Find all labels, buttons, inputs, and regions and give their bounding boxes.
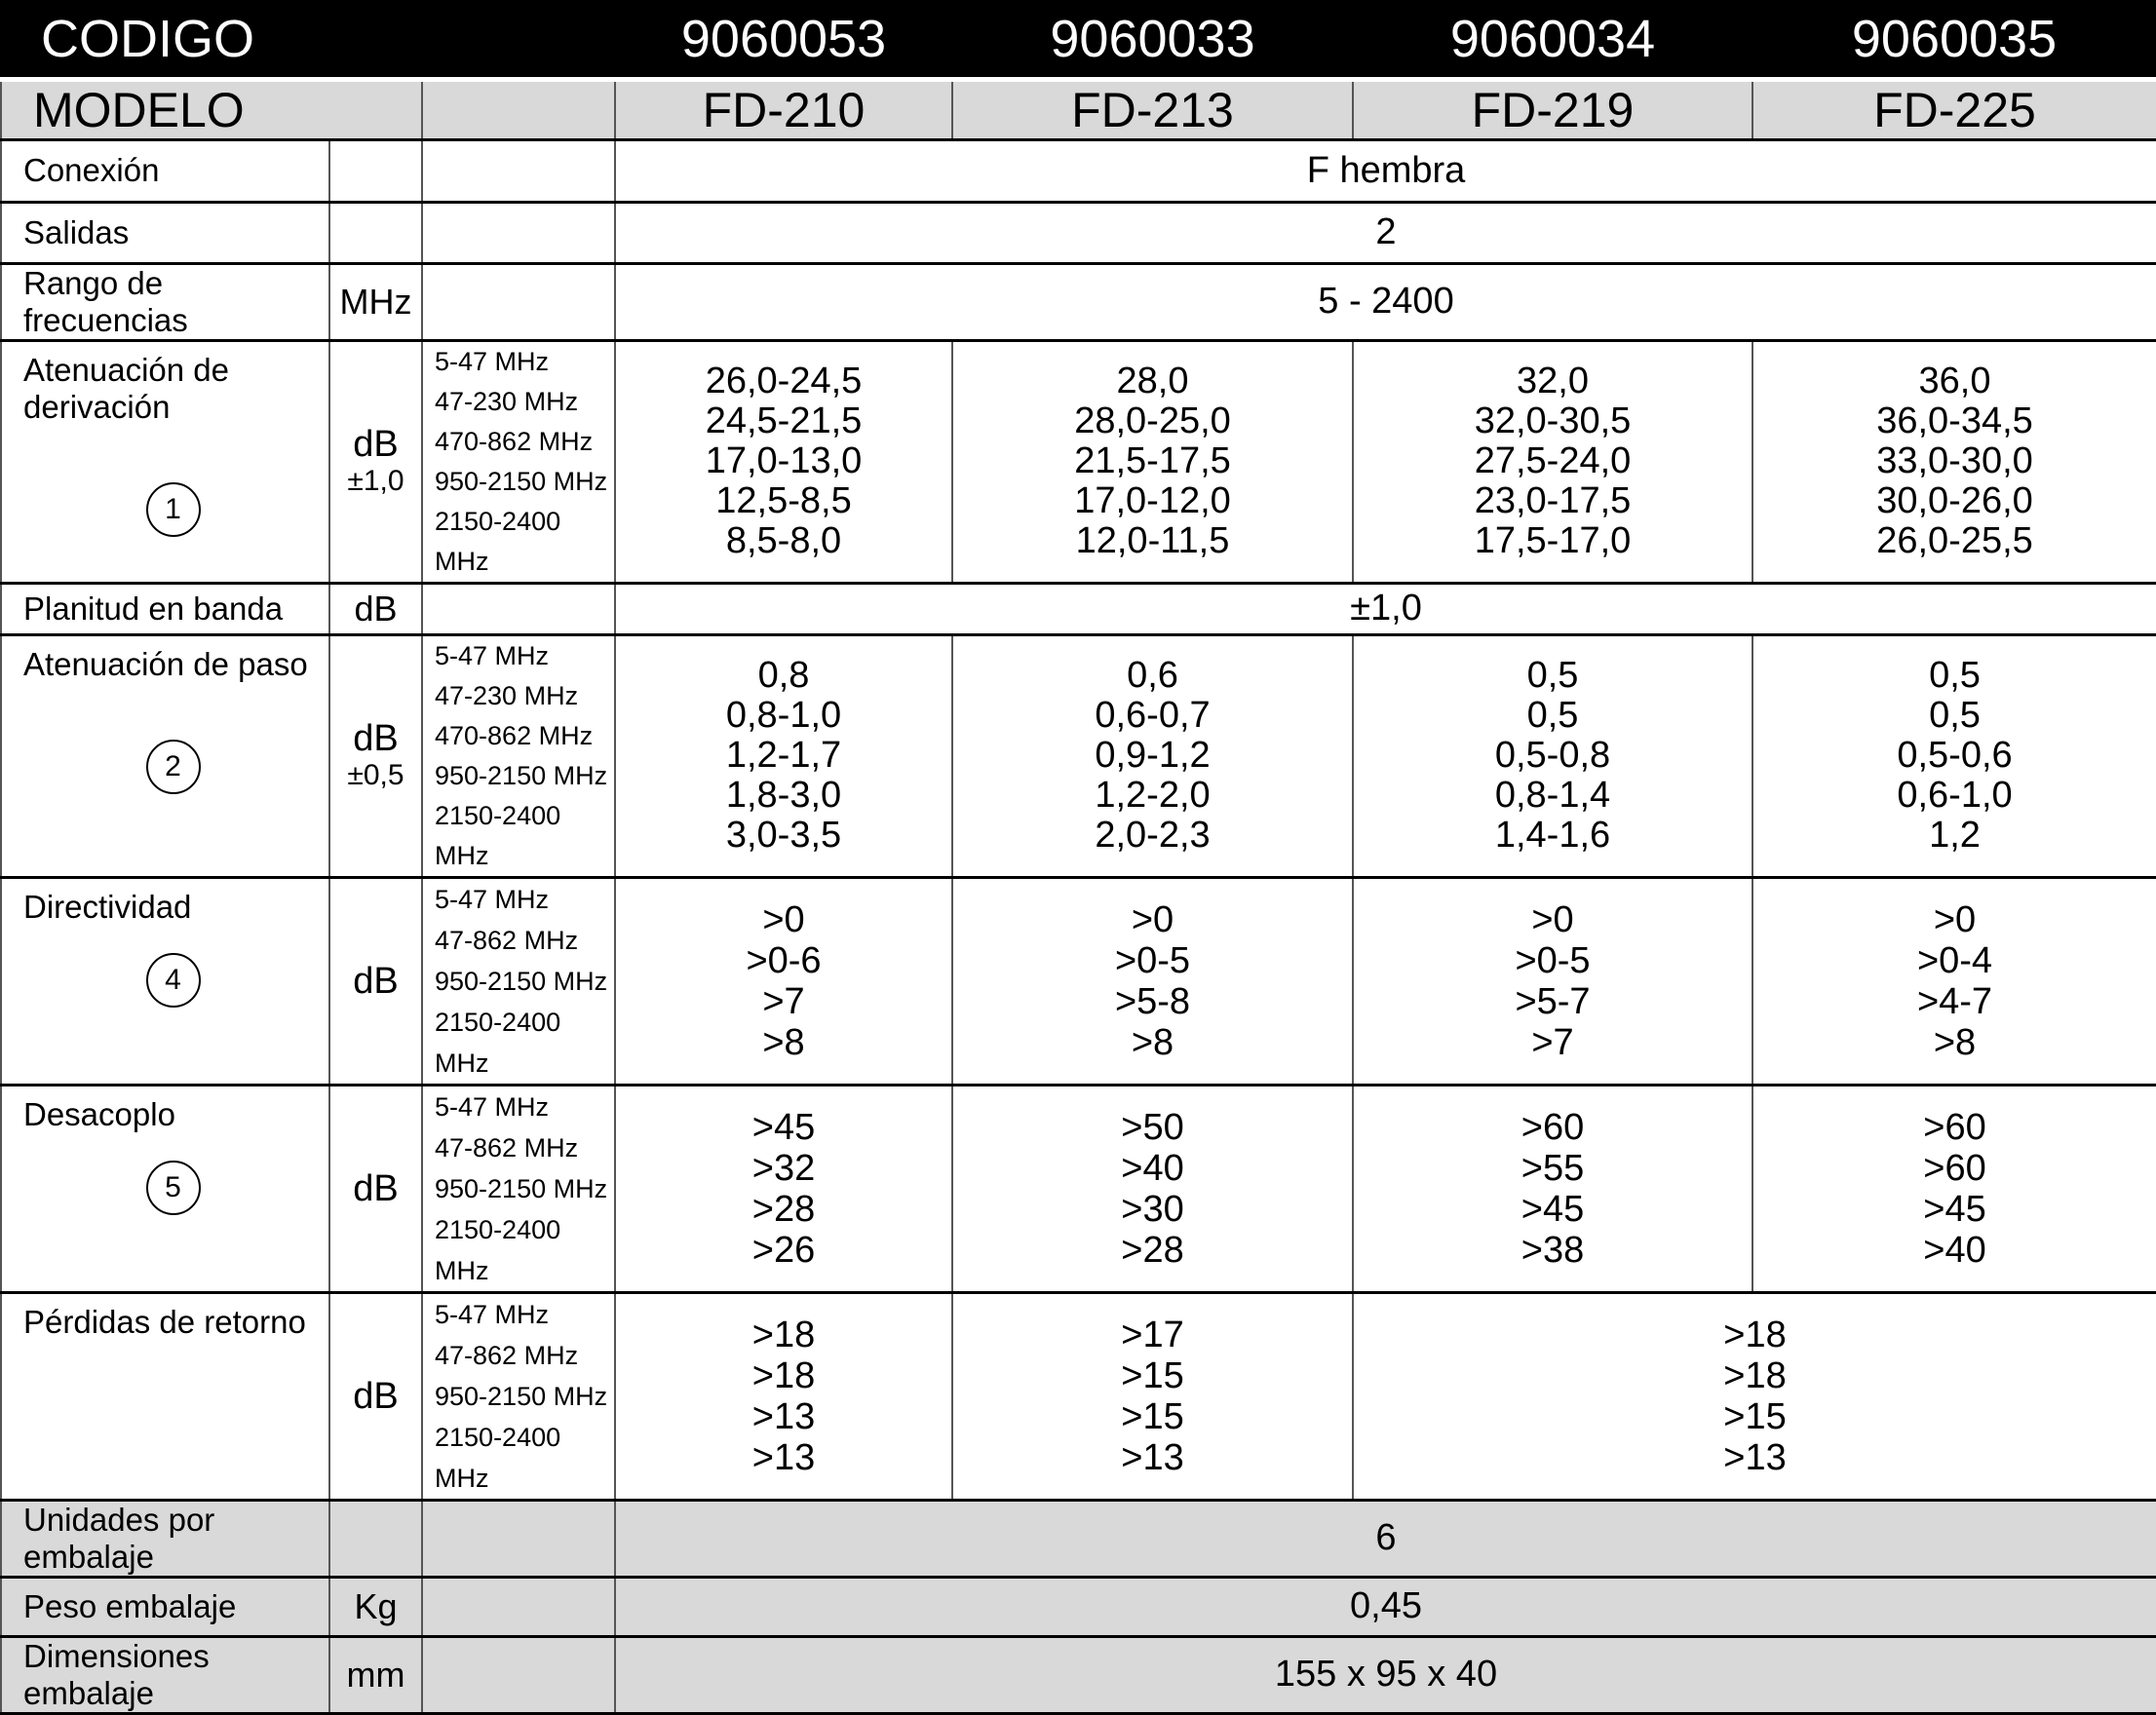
value: 32,0: [1517, 361, 1589, 401]
conexion-empty-cell: [422, 139, 615, 202]
value: >7: [1531, 1021, 1574, 1063]
paso-unit: dB: [353, 717, 399, 759]
model-fd219: FD-219: [1353, 79, 1752, 139]
code-fd213: 9060033: [952, 1, 1353, 79]
value: 0,6-0,7: [1095, 695, 1211, 736]
value: >45: [1521, 1188, 1585, 1230]
desacoplo-label: Desacoplo: [23, 1095, 175, 1132]
value: >0-6: [746, 939, 822, 981]
value: 24,5-21,5: [705, 400, 863, 441]
derivacion-bands: [422, 340, 615, 583]
value: >45: [751, 1106, 816, 1148]
value: 1,2-1,7: [725, 735, 842, 776]
value: 0,8-1,4: [1494, 775, 1611, 816]
value: 1,4-1,6: [1494, 815, 1611, 856]
row-unidades: [1, 1500, 2156, 1577]
band-label: 2150-2400 MHz: [435, 1007, 561, 1078]
directividad-note-wrap: [23, 953, 323, 1008]
peso-label: Peso embalaje: [1, 1577, 329, 1636]
value: >0: [1933, 898, 1977, 940]
band-label: 5-47 MHz: [435, 884, 550, 914]
derivacion-unit: dB: [353, 423, 399, 465]
value: >5-7: [1515, 980, 1591, 1022]
band-label: 470-862 MHz: [435, 426, 594, 456]
value: >26: [751, 1229, 816, 1271]
row-perdidas-retorno: [1, 1292, 2156, 1500]
paso-label-cell: [1, 634, 329, 877]
directividad-label-cell: [1, 877, 329, 1085]
value: 12,5-8,5: [715, 480, 852, 521]
peso-unit: Kg: [329, 1577, 422, 1636]
band-label: 47-862 MHz: [435, 1340, 579, 1370]
value: 23,0-17,5: [1474, 480, 1632, 521]
value: 0,5-0,6: [1897, 735, 2013, 776]
value: >40: [1121, 1147, 1184, 1189]
value: >0-5: [1515, 939, 1591, 981]
value: 36,0: [1918, 361, 1991, 401]
value: 12,0-11,5: [1075, 520, 1230, 561]
salidas-value: 2: [615, 202, 2156, 263]
paso-unit-cell: [329, 634, 422, 877]
value: >0-4: [1916, 939, 1993, 981]
rango-empty-cell: [422, 263, 615, 340]
derivacion-label-cell: [1, 340, 329, 583]
band-label: 47-230 MHz: [435, 386, 579, 416]
retorno-label-cell: [1, 1292, 329, 1500]
value: 28,0-25,0: [1074, 400, 1231, 441]
code-fd219: 9060034: [1353, 1, 1752, 79]
model-fd213: FD-213: [952, 79, 1353, 139]
band-label: 5-47 MHz: [435, 346, 550, 376]
value: 0,6-1,0: [1897, 775, 2013, 816]
value: >28: [1121, 1229, 1184, 1271]
value: >18: [1723, 1314, 1787, 1355]
peso-empty-cell: [422, 1577, 615, 1636]
value: >7: [762, 980, 805, 1022]
desacoplo-label-cell: [1, 1085, 329, 1292]
row-rango: [1, 263, 2156, 340]
dimensiones-empty-cell: [422, 1636, 615, 1713]
value: >13: [751, 1395, 816, 1437]
band-label: 5-47 MHz: [435, 1091, 550, 1122]
value: >0-5: [1114, 939, 1191, 981]
derivacion-note-wrap: [23, 482, 323, 537]
desacoplo-values-fd219: [1353, 1085, 1752, 1292]
band-label: 2150-2400 MHz: [435, 506, 561, 576]
code-fd210: 9060053: [615, 1, 952, 79]
derivacion-values-fd219: [1353, 340, 1752, 583]
value: >8: [762, 1021, 805, 1063]
retorno-unit: dB: [353, 1375, 399, 1417]
conexion-unit: [329, 139, 422, 202]
value: >18: [751, 1354, 816, 1396]
value: >18: [1723, 1354, 1787, 1396]
retorno-values-fd210: [615, 1292, 952, 1500]
value: >38: [1521, 1229, 1585, 1271]
model-fd210: FD-210: [615, 79, 952, 139]
peso-value: 0,45: [615, 1577, 2156, 1636]
desacoplo-values-fd210: [615, 1085, 952, 1292]
directividad-values-fd210: [615, 877, 952, 1085]
desacoplo-note-circle: 5: [146, 1161, 201, 1215]
band-label: 5-47 MHz: [435, 640, 550, 670]
derivacion-values-fd210: [615, 340, 952, 583]
value: >8: [1131, 1021, 1174, 1063]
unidades-empty-cell: [422, 1500, 615, 1577]
value: >0: [1531, 898, 1574, 940]
desacoplo-unit: dB: [353, 1167, 399, 1209]
paso-note-wrap: [23, 740, 323, 794]
paso-values-fd219: [1353, 634, 1752, 877]
value: 0,5: [1929, 655, 1981, 696]
desacoplo-values-fd225: [1752, 1085, 2156, 1292]
band-label: 47-230 MHz: [435, 680, 579, 710]
band-label: 950-2150 MHz: [435, 966, 608, 996]
directividad-unit-cell: [329, 877, 422, 1085]
value: >28: [751, 1188, 816, 1230]
value: >60: [1521, 1106, 1585, 1148]
value: 2,0-2,3: [1095, 815, 1211, 856]
value: 0,5-0,8: [1494, 735, 1611, 776]
value: >60: [1923, 1106, 1986, 1148]
value: >30: [1121, 1188, 1184, 1230]
band-label: 950-2150 MHz: [435, 1173, 608, 1203]
value: 33,0-30,0: [1876, 440, 2033, 481]
rango-label: Rango de frecuencias: [1, 263, 329, 340]
value: >8: [1933, 1021, 1977, 1063]
band-label: 950-2150 MHz: [435, 466, 608, 496]
derivacion-label: Atenuación de derivación: [23, 351, 230, 425]
retorno-bands: [422, 1292, 615, 1500]
desacoplo-note-wrap: [23, 1161, 323, 1215]
band-label: 2150-2400 MHz: [435, 1422, 561, 1493]
retorno-values-fd213: [952, 1292, 1353, 1500]
value: >32: [751, 1147, 816, 1189]
planitud-unit: dB: [329, 583, 422, 634]
rango-unit: MHz: [329, 263, 422, 340]
band-label: 47-862 MHz: [435, 1132, 579, 1162]
codigo-header-row: [1, 1, 2156, 79]
band-label: 950-2150 MHz: [435, 1381, 608, 1411]
modelo-label: MODELO: [1, 79, 422, 139]
value: >13: [1121, 1436, 1184, 1478]
paso-label: Atenuación de paso: [23, 645, 308, 682]
directividad-label: Directividad: [23, 888, 192, 925]
paso-values-fd225: [1752, 634, 2156, 877]
dimensiones-label: Dimensiones embalaje: [1, 1636, 329, 1713]
value: 30,0-26,0: [1876, 480, 2033, 521]
value: 1,2-2,0: [1095, 775, 1211, 816]
model-fd225: FD-225: [1752, 79, 2156, 139]
row-conexion: [1, 139, 2156, 202]
row-peso: [1, 1577, 2156, 1636]
unidades-label: Unidades por embalaje: [1, 1500, 329, 1577]
paso-note-circle: 2: [146, 740, 201, 794]
value: >60: [1923, 1147, 1986, 1189]
planitud-empty-cell: [422, 583, 615, 634]
value: 36,0-34,5: [1876, 400, 2033, 441]
value: 17,0-12,0: [1074, 480, 1231, 521]
dimensiones-unit: mm: [329, 1636, 422, 1713]
value: 0,8: [757, 655, 810, 696]
value: >40: [1923, 1229, 1986, 1271]
value: 0,5: [1929, 695, 1981, 736]
retorno-label: Pérdidas de retorno: [23, 1303, 306, 1340]
directividad-unit: dB: [353, 960, 399, 1002]
band-label: 47-862 MHz: [435, 925, 579, 955]
unidades-unit: [329, 1500, 422, 1577]
code-fd225: 9060035: [1752, 1, 2156, 79]
modelo-empty-cell: [422, 79, 615, 139]
salidas-label: Salidas: [1, 202, 329, 263]
value: 21,5-17,5: [1074, 440, 1231, 481]
derivacion-tolerance: ±1,0: [347, 464, 404, 497]
desacoplo-unit-cell: [329, 1085, 422, 1292]
derivacion-values-fd225: [1752, 340, 2156, 583]
value: 26,0-25,5: [1876, 520, 2033, 561]
paso-values-fd213: [952, 634, 1353, 877]
value: 28,0: [1116, 361, 1189, 401]
value: 8,5-8,0: [725, 520, 842, 561]
row-dimensiones: [1, 1636, 2156, 1713]
unidades-value: 6: [615, 1500, 2156, 1577]
derivacion-values-fd213: [952, 340, 1353, 583]
value: 27,5-24,0: [1474, 440, 1632, 481]
row-planitud: [1, 583, 2156, 634]
derivacion-note-circle: 1: [146, 482, 201, 537]
dimensiones-value: 155 x 95 x 40: [615, 1636, 2156, 1713]
value: 0,8-1,0: [725, 695, 842, 736]
directividad-note-circle: 4: [146, 953, 201, 1008]
band-label: 470-862 MHz: [435, 720, 594, 750]
value: >18: [751, 1314, 816, 1355]
value: 3,0-3,5: [725, 815, 842, 856]
value: >13: [1723, 1436, 1787, 1478]
value: >0: [1131, 898, 1174, 940]
value: >15: [1121, 1354, 1184, 1396]
retorno-unit-cell: [329, 1292, 422, 1500]
band-label: 2150-2400 MHz: [435, 1214, 561, 1285]
value: 17,5-17,0: [1474, 520, 1632, 561]
band-label: 5-47 MHz: [435, 1299, 550, 1329]
value: 17,0-13,0: [705, 440, 863, 481]
value: 0,5: [1526, 655, 1579, 696]
value: 0,5: [1526, 695, 1579, 736]
desacoplo-values-fd213: [952, 1085, 1353, 1292]
modelo-header-row: [1, 79, 2156, 139]
row-salidas: [1, 202, 2156, 263]
directividad-values-fd219: [1353, 877, 1752, 1085]
planitud-value: ±1,0: [615, 583, 2156, 634]
value: 0,9-1,2: [1095, 735, 1211, 776]
value: 26,0-24,5: [705, 361, 863, 401]
planitud-label: Planitud en banda: [1, 583, 329, 634]
paso-values-fd210: [615, 634, 952, 877]
value: 1,2: [1929, 815, 1981, 856]
value: 32,0-30,5: [1474, 400, 1632, 441]
value: >0: [762, 898, 805, 940]
paso-bands: [422, 634, 615, 877]
directividad-values-fd225: [1752, 877, 2156, 1085]
retorno-values-fd219-fd225: [1353, 1292, 2156, 1500]
salidas-empty-cell: [422, 202, 615, 263]
rango-value: 5 - 2400: [615, 263, 2156, 340]
salidas-unit: [329, 202, 422, 263]
desacoplo-bands: [422, 1085, 615, 1292]
conexion-value: F hembra: [615, 139, 2156, 202]
band-label: 2150-2400 MHz: [435, 800, 561, 870]
conexion-label: Conexión: [1, 139, 329, 202]
value: >50: [1121, 1106, 1184, 1148]
value: >4-7: [1916, 980, 1993, 1022]
paso-tolerance: ±0,5: [347, 758, 404, 791]
value: >45: [1923, 1188, 1986, 1230]
derivacion-unit-cell: [329, 340, 422, 583]
value: >15: [1723, 1395, 1787, 1437]
value: >15: [1121, 1395, 1184, 1437]
directividad-bands: [422, 877, 615, 1085]
value: 0,6: [1127, 655, 1178, 696]
row-atenuacion-paso: [1, 634, 2156, 877]
row-desacoplo: [1, 1085, 2156, 1292]
row-directividad: [1, 877, 2156, 1085]
value: 1,8-3,0: [725, 775, 842, 816]
value: >55: [1521, 1147, 1585, 1189]
value: >13: [751, 1436, 816, 1478]
band-label: 950-2150 MHz: [435, 760, 608, 790]
codigo-label: CODIGO: [1, 1, 615, 79]
value: >17: [1121, 1314, 1184, 1355]
value: >5-8: [1114, 980, 1191, 1022]
directividad-values-fd213: [952, 877, 1353, 1085]
row-atenuacion-derivacion: [1, 340, 2156, 583]
